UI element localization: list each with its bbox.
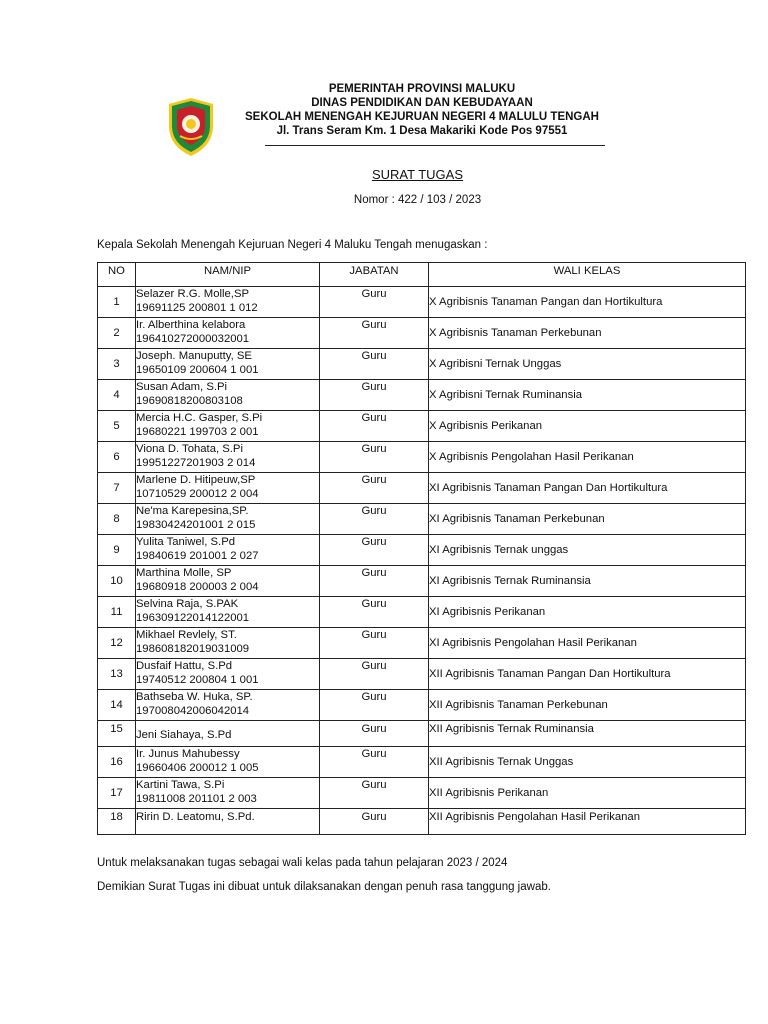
name-nip-cell	[136, 349, 320, 380]
position-cell: Guru	[320, 628, 429, 659]
homeroom-cell: X Agribisnis Tanaman Pangan dan Hortikultura	[429, 287, 746, 318]
letterhead-address: Jl. Trans Seram Km. 1 Desa Makariki Kode Pos 97551	[276, 125, 568, 137]
homeroom-cell: X Agribisnis Pengolahan Hasil Perikanan	[429, 442, 746, 473]
letterhead-department: DINAS PENDIDIKAN DAN KEBUDAYAAN	[311, 97, 533, 109]
row-number: 8	[98, 504, 136, 535]
homeroom-cell: XII Agribisnis Perikanan	[429, 778, 746, 809]
province-emblem-logo	[166, 96, 216, 158]
row-number: 18	[98, 809, 136, 835]
name-nip-cell	[136, 318, 320, 349]
table-row	[98, 535, 746, 566]
name-nip-cell	[136, 380, 320, 411]
letterhead-government: PEMERINTAH PROVINSI MALUKU	[328, 83, 516, 95]
table-row	[98, 504, 746, 535]
table-row	[98, 628, 746, 659]
homeroom-cell: XII Agribisnis Pengolahan Hasil Perikanan	[429, 809, 746, 835]
name-nip-cell	[136, 659, 320, 690]
row-number: 12	[98, 628, 136, 659]
table-row	[98, 809, 746, 835]
position-cell: Guru	[320, 690, 429, 721]
position-cell: Guru	[320, 318, 429, 349]
homeroom-cell: X Agribisnis Perikanan	[429, 411, 746, 442]
row-number: 2	[98, 318, 136, 349]
position-cell: Guru	[320, 597, 429, 628]
teacher-nip: 196309122014122001	[136, 612, 250, 624]
position-cell: Guru	[320, 747, 429, 778]
teacher-nip: 19740512 200804 1 001	[136, 674, 259, 686]
table-body	[98, 287, 746, 835]
letterhead-school: SEKOLAH MENENGAH KEJURUAN NEGERI 4 MALULU TENGAH	[245, 111, 599, 123]
teacher-name: Mikhael Revlely, ST.	[136, 629, 237, 641]
row-number: 14	[98, 690, 136, 721]
name-nip-cell	[136, 747, 320, 778]
teacher-name: Joseph. Manuputty, SE	[136, 350, 252, 362]
row-number: 4	[98, 380, 136, 411]
position-cell: Guru	[320, 659, 429, 690]
teacher-name: Viona D. Tohata, S.Pi	[136, 443, 243, 455]
letterhead	[232, 82, 612, 138]
teacher-nip: 197008042006042014	[136, 705, 250, 717]
row-number: 11	[98, 597, 136, 628]
homeroom-cell: XI Agribisnis Tanaman Pangan Dan Hortikultura	[429, 473, 746, 504]
teacher-nip: 19680221 199703 2 001	[136, 426, 259, 438]
column-header-homeroom: WALI KELAS	[429, 263, 746, 287]
teacher-name: Marlene D. Hitipeuw,SP	[136, 474, 256, 486]
table-row	[98, 380, 746, 411]
teacher-name: Mercia H.C. Gasper, S.Pi	[136, 412, 263, 424]
homeroom-cell: XI Agribisnis Ternak unggas	[429, 535, 746, 566]
table-row	[98, 690, 746, 721]
table-row	[98, 473, 746, 504]
table-row	[98, 778, 746, 809]
row-number: 7	[98, 473, 136, 504]
teacher-name: Susan Adam, S.Pi	[136, 381, 228, 393]
row-number: 15	[98, 721, 136, 747]
position-cell: Guru	[320, 349, 429, 380]
position-cell: Guru	[320, 504, 429, 535]
teacher-nip: 19691125 200801 1 012	[136, 302, 258, 314]
name-nip-cell	[136, 504, 320, 535]
homeroom-cell: XI Agribisnis Ternak Ruminansia	[429, 566, 746, 597]
teacher-name: Yulita Taniwel, S.Pd	[136, 536, 236, 548]
homeroom-cell: XII Agribisnis Tanaman Pangan Dan Hortikultura	[429, 659, 746, 690]
row-number: 16	[98, 747, 136, 778]
position-cell: Guru	[320, 473, 429, 504]
name-nip-cell	[136, 566, 320, 597]
position-cell: Guru	[320, 287, 429, 318]
teacher-nip: 198608182019031009	[136, 643, 250, 655]
table-row	[98, 747, 746, 778]
teacher-name: Ne'ma Karepesina,SP.	[136, 505, 249, 517]
homeroom-cell: X Agribisnis Tanaman Perkebunan	[429, 318, 746, 349]
row-number: 10	[98, 566, 136, 597]
row-number: 5	[98, 411, 136, 442]
teacher-name: Dusfaif Hattu, S.Pd	[136, 660, 233, 672]
table-row	[98, 349, 746, 380]
document-title: SURAT TUGAS	[371, 167, 464, 182]
name-nip-cell	[136, 442, 320, 473]
position-cell: Guru	[320, 778, 429, 809]
row-number: 3	[98, 349, 136, 380]
intro-text: Kepala Sekolah Menengah Kejuruan Negeri 4 Maluku Tengah menugaskan :	[97, 239, 488, 251]
row-number: 17	[98, 778, 136, 809]
teacher-nip: 19840619 201001 2 027	[136, 550, 259, 562]
position-cell: Guru	[320, 809, 429, 835]
table-row	[98, 721, 746, 747]
homeroom-cell: XI Agribisnis Pengolahan Hasil Perikanan	[429, 628, 746, 659]
name-nip-cell	[136, 721, 320, 747]
teacher-nip: 19680918 200003 2 004	[136, 581, 259, 593]
closing-purpose: Untuk melaksanakan tugas sebagai wali kelas pada tahun pelajaran 2023 / 2024	[97, 857, 508, 869]
homeroom-cell: X Agribisni Ternak Unggas	[429, 349, 746, 380]
teacher-nip: 19690818200803108	[136, 395, 243, 407]
document-number: Nomor : 422 / 103 / 2023	[353, 194, 482, 206]
teacher-name: Selvina Raja, S.PAK	[136, 598, 239, 610]
teacher-name: Selazer R.G. Molle,SP	[136, 288, 250, 300]
teacher-nip: 19650109 200604 1 001	[136, 364, 259, 376]
teacher-nip: 19951227201903 2 014	[136, 457, 256, 469]
row-number: 9	[98, 535, 136, 566]
teacher-nip: 19830424201001 2 015	[136, 519, 256, 531]
teacher-name: Jeni Siahaya, S.Pd	[136, 729, 232, 741]
table-row	[98, 442, 746, 473]
name-nip-cell	[136, 597, 320, 628]
teacher-name: Ir. Alberthina kelabora	[136, 319, 246, 331]
homeroom-cell: XI Agribisnis Perikanan	[429, 597, 746, 628]
position-cell: Guru	[320, 442, 429, 473]
teacher-name: Ririn D. Leatomu, S.Pd.	[136, 811, 255, 823]
row-number: 1	[98, 287, 136, 318]
column-header-position: JABATAN	[320, 263, 429, 287]
name-nip-cell	[136, 411, 320, 442]
table-row	[98, 566, 746, 597]
name-nip-cell	[136, 628, 320, 659]
teacher-nip: 196410272000032001	[136, 333, 250, 345]
table-row	[98, 411, 746, 442]
table-header-row	[98, 263, 746, 287]
table-row	[98, 318, 746, 349]
position-cell: Guru	[320, 535, 429, 566]
homeroom-cell: X Agribisni Ternak Ruminansia	[429, 380, 746, 411]
table-row	[98, 659, 746, 690]
position-cell: Guru	[320, 380, 429, 411]
homeroom-cell: XII Agribisnis Tanaman Perkebunan	[429, 690, 746, 721]
name-nip-cell	[136, 473, 320, 504]
closing-statement: Demikian Surat Tugas ini dibuat untuk dilaksanakan dengan penuh rasa tanggung jawab.	[97, 881, 551, 893]
letterhead-divider	[265, 145, 605, 146]
homeroom-cell: XI Agribisnis Tanaman Perkebunan	[429, 504, 746, 535]
teacher-name: Marthina Molle, SP	[136, 567, 232, 579]
homeroom-cell: XII Agribisnis Ternak Unggas	[429, 747, 746, 778]
position-cell: Guru	[320, 566, 429, 597]
row-number: 13	[98, 659, 136, 690]
teacher-nip: 19811008 201101 2 003	[136, 793, 257, 805]
name-nip-cell	[136, 287, 320, 318]
position-cell: Guru	[320, 411, 429, 442]
column-header-no: NO	[98, 263, 136, 287]
assignment-table	[97, 262, 746, 835]
teacher-name: Ir. Junus Mahubessy	[136, 748, 240, 760]
name-nip-cell	[136, 778, 320, 809]
homeroom-cell: XII Agribisnis Ternak Ruminansia	[429, 721, 746, 747]
teacher-nip: 10710529 200012 2 004	[136, 488, 259, 500]
teacher-name: Bathseba W. Huka, SP.	[136, 691, 253, 703]
table-row	[98, 287, 746, 318]
name-nip-cell	[136, 690, 320, 721]
row-number: 6	[98, 442, 136, 473]
name-nip-cell	[136, 535, 320, 566]
table-row	[98, 597, 746, 628]
column-header-name: NAM/NIP	[136, 263, 320, 287]
position-cell: Guru	[320, 721, 429, 747]
name-nip-cell	[136, 809, 320, 835]
teacher-nip: 19660406 200012 1 005	[136, 762, 259, 774]
teacher-name: Kartini Tawa, S.Pi	[136, 779, 225, 791]
